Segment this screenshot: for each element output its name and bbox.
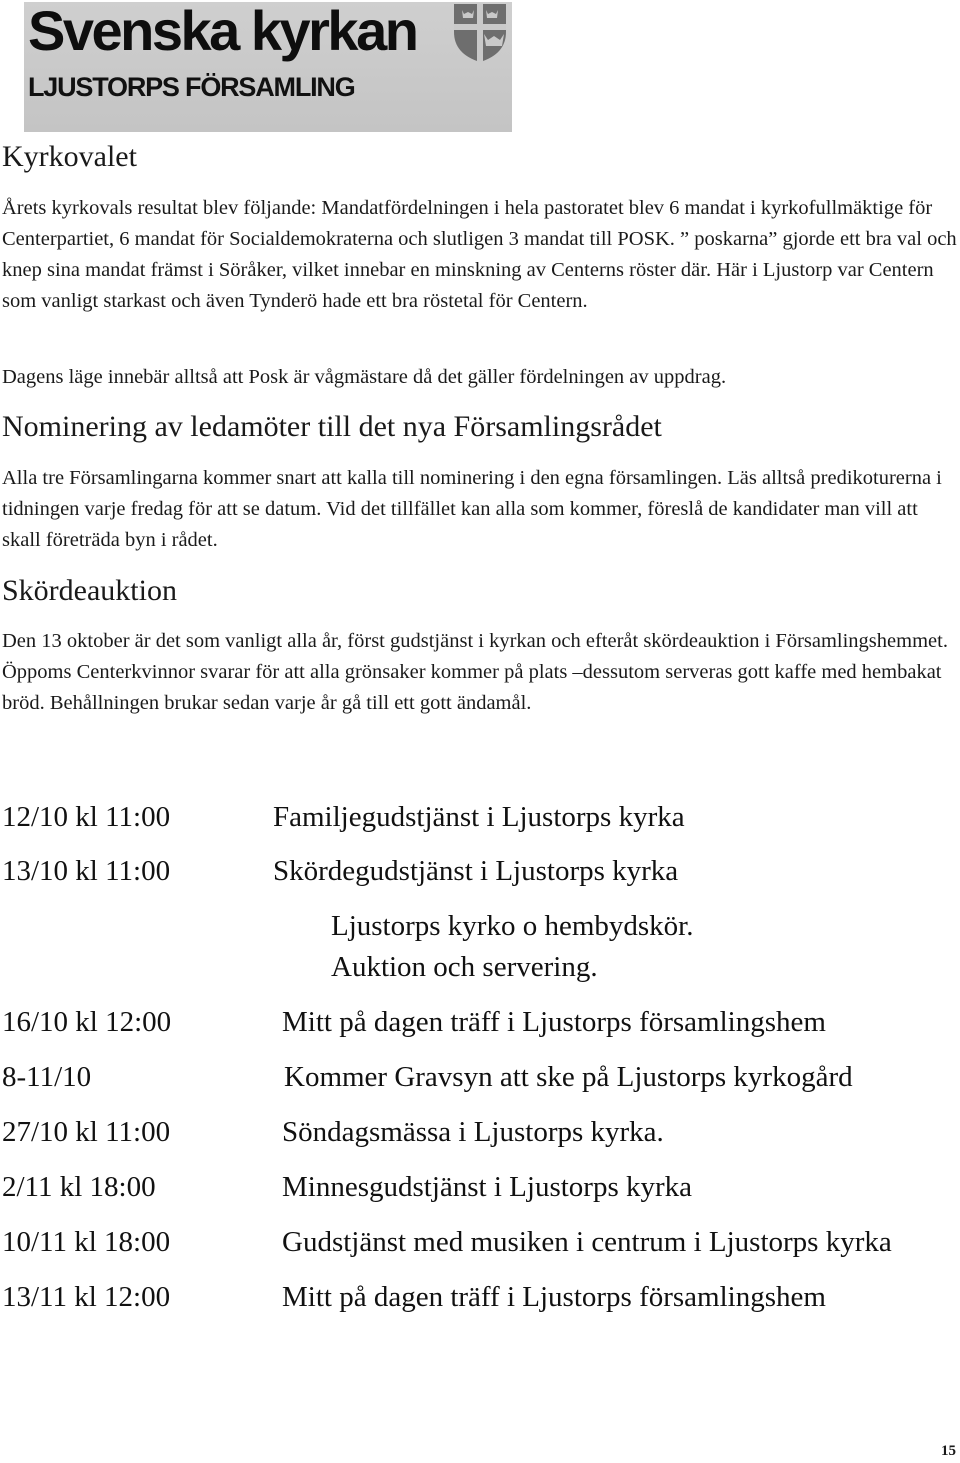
heading-nominering: Nominering av ledamöter till det nya Församlingsrådet [2,410,662,443]
event-date: 27/10 kl 11:00 [2,1116,171,1148]
church-coat-of-arms-icon [450,2,510,64]
heading-skordeauktion: Skördeauktion [2,574,177,607]
heading-kyrkovalet: Kyrkovalet [2,140,137,173]
event-text: Skördegudstjänst i Ljustorps kyrka [273,855,679,887]
event-text: Familjegudstjänst i Ljustorps kyrka [273,801,685,833]
event-text: Gudstjänst med musiken i centrum i Ljustorps kyrka [282,1226,892,1258]
event-note: Ljustorps kyrko o hembydskör. [331,910,694,942]
kyrkovalet-paragraph-1: Årets kyrkovals resultat blev följande: Mandatfördelningen i hela pastoratet blev 6 mandat i kyrkofullmäktige för Centerpartiet, 6 mandat för Socialdemokraterna och slutligen 3 mandat till POSK. ” poskarna” gjorde ett bra val och knep sina mandat främst i Söråker, vilket innebar en minskning av Centerns röster där. Här i Ljustorp var Centern som vanligt starkast och även Tynderö hade ett bra röstetal för Centern. [2,197,957,312]
event-date: 13/10 kl 11:00 [2,855,171,887]
event-date: 16/10 kl 12:00 [2,1006,172,1038]
event-note: Auktion och servering. [331,951,598,983]
logo-org-name: Svenska kyrkan [28,2,417,62]
event-date: 2/11 kl 18:00 [2,1171,156,1203]
event-date: 8-11/10 [2,1061,92,1093]
svenska-kyrkan-logo [24,2,512,132]
event-date: 13/11 kl 12:00 [2,1281,171,1313]
event-text: Kommer Gravsyn att ske på Ljustorps kyrkogård [284,1061,853,1093]
page-number: 15 [941,1443,956,1459]
event-text: Minnesgudstjänst i Ljustorps kyrka [282,1171,693,1203]
skordeauktion-paragraph: Den 13 oktober är det som vanligt alla år, först gudstjänst i kyrkan och efteråt skördeauktion i Församlingshemmet. Öppoms Centerkvinnor svarar för att alla grönsaker kommer på plats –dessutom serveras gott kaffe med hembakat bröd. Behållningen brukar sedan varje år gå till ett gott ändamål. [2,630,948,714]
logo-parish-name: LJUSTORPS FÖRSAMLING [28,72,355,102]
event-date: 10/11 kl 18:00 [2,1226,171,1258]
event-text: Mitt på dagen träff i Ljustorps församlingshem [282,1281,826,1313]
event-text: Mitt på dagen träff i Ljustorps församlingshem [282,1006,826,1038]
event-text: Söndagsmässa i Ljustorps kyrka. [282,1116,664,1148]
event-date: 12/10 kl 11:00 [2,801,171,833]
nominering-paragraph: Alla tre Församlingarna kommer snart att kalla till nominering i den egna församlingen. Läs alltså predikoturerna i tidningen varje fredag för att se datum. Vid det tillfället kan alla som kommer, föreslå de kandidater man vill att skall företräda byn i rådet. [2,467,942,551]
kyrkovalet-paragraph-2: Dagens läge innebär alltså att Posk är vågmästare då det gäller fördelningen av uppdrag. [2,366,727,388]
